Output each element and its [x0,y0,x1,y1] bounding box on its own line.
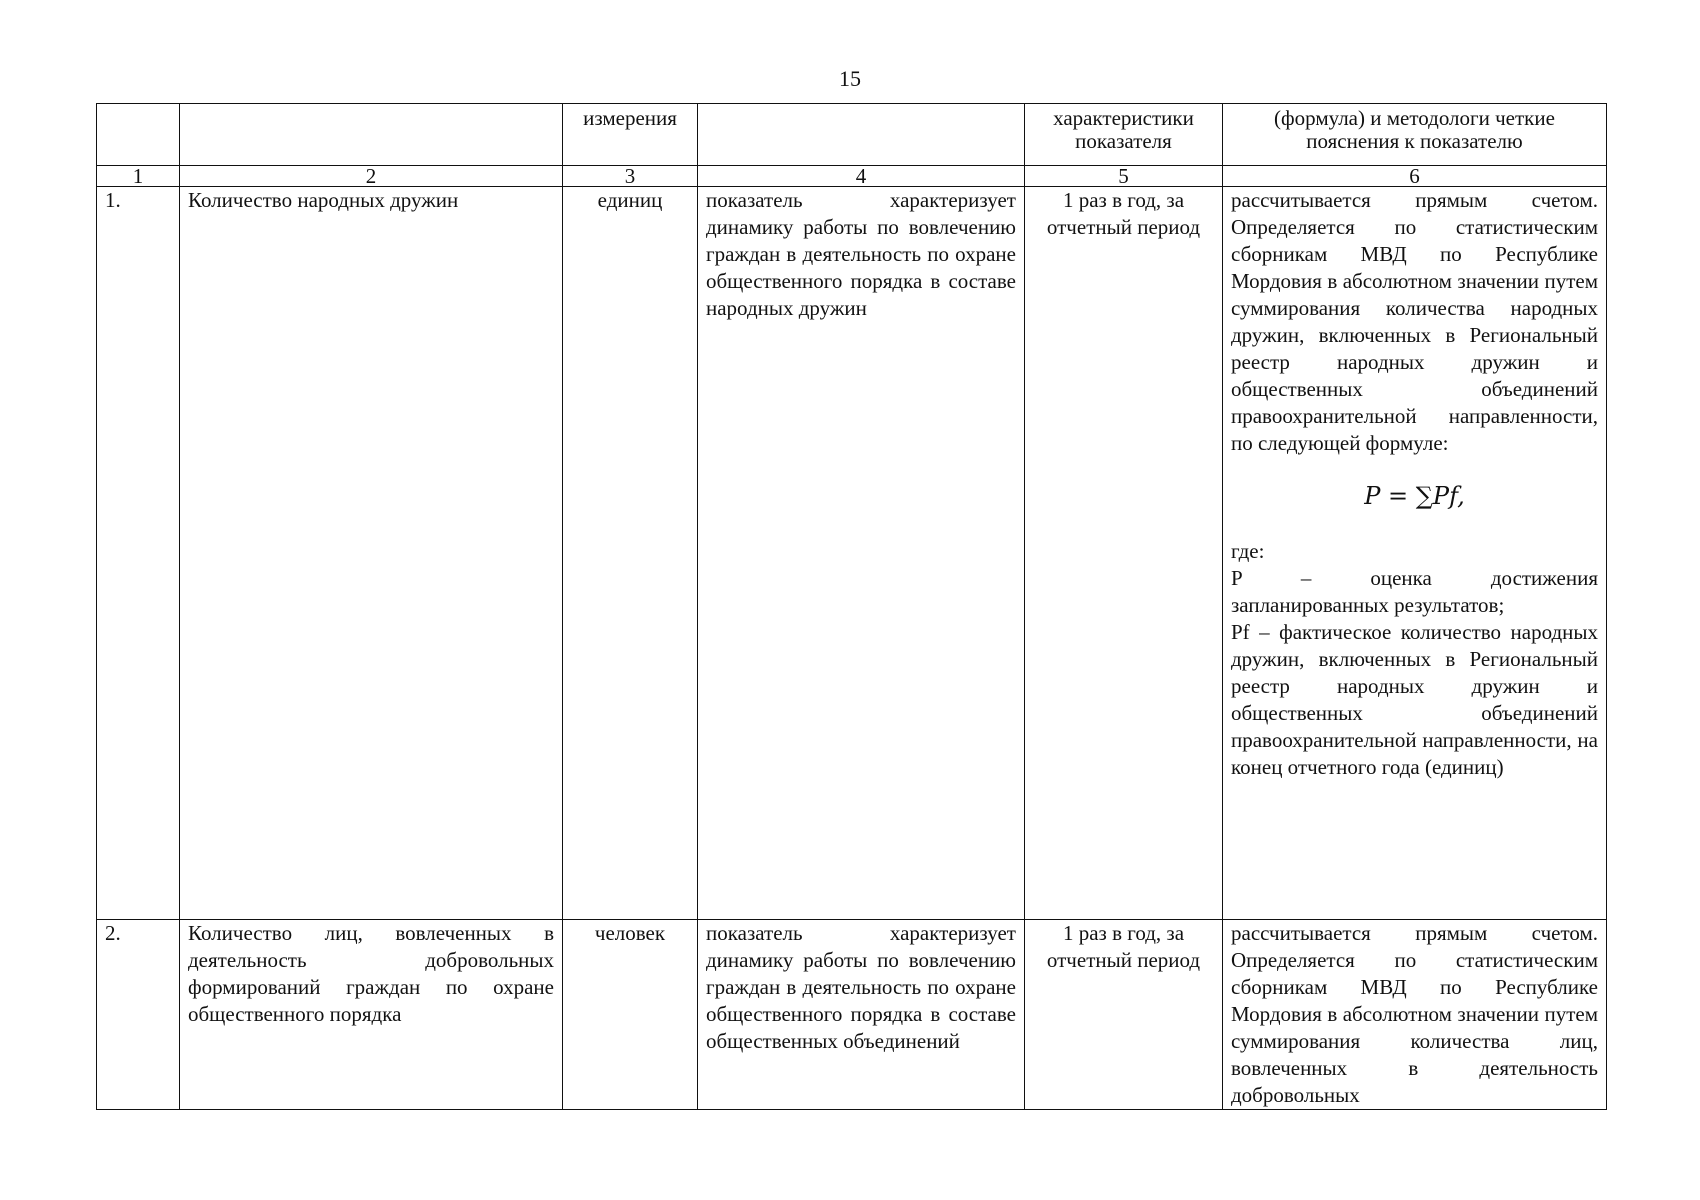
indicator-name: Количество народных дружин [180,187,563,920]
col-number-4: 4 [698,166,1025,187]
header-col-4 [698,104,1025,166]
reporting-period: 1 раз в год, за отчетный период [1025,187,1223,920]
header-col-2 [180,104,563,166]
definition-pf: Pf – фактическое количество народных дружин, включенных в Региональный реестр народных дружин и общественных объединений правоохранительной направленности, на конец отчетного года (единиц) [1231,620,1598,779]
formula: P = ∑Pf, [1364,482,1465,510]
reporting-period: 1 раз в год, за отчетный период [1025,920,1223,1110]
col-number-1: 1 [97,166,180,187]
indicator-description: показатель характеризует динамику работы по вовлечению граждан в деятельность по охране общественного порядка в составе общественных объединений [698,920,1025,1110]
indicator-name: Количество лиц, вовлеченных в деятельность добровольных формирований граждан по охране общественного порядка [180,920,563,1110]
page-number: 15 [839,66,861,91]
header-col-5: характеристики показателя [1025,104,1223,166]
col-number-5: 5 [1025,166,1223,187]
header-col-6: (формула) и методологи четкие пояснения к показателю [1223,104,1607,166]
method-intro: рассчитывается прямым счетом. Определяется по статистическим сборникам МВД по Республике Мордовия в абсолютном значении путем суммирования количества народных дружин, включенных в Региональный реестр народных дружин и общественных объединений правоохранительной направленности, по следующей формуле: [1231,188,1598,455]
unit-of-measure: человек [563,920,698,1110]
calculation-method: рассчитывается прямым счетом. Определяется по статистическим сборникам МВД по Республике Мордовия в абсолютном значении путем суммирования количества лиц, вовлеченных в деятельность добровольных [1223,920,1607,1110]
header-col-1 [97,104,180,166]
where-label: где: [1231,539,1265,563]
indicators-table [96,103,1607,1110]
col-number-3: 3 [563,166,698,187]
header-col-3: измерения [563,104,698,166]
table-header-row [97,104,1607,166]
column-number-row [97,166,1607,187]
col-number-6: 6 [1223,166,1607,187]
definition-p: P – оценка достижения запланированных результатов; [1231,566,1598,617]
row-number: 1. [97,187,180,920]
row-number: 2. [97,920,180,1110]
calculation-method [1223,187,1607,920]
table-row [97,920,1607,1110]
indicator-description: показатель характеризует динамику работы по вовлечению граждан в деятельность по охране общественного порядка в составе народных дружин [698,187,1025,920]
unit-of-measure: единиц [563,187,698,920]
col-number-2: 2 [180,166,563,187]
table-row [97,187,1607,920]
